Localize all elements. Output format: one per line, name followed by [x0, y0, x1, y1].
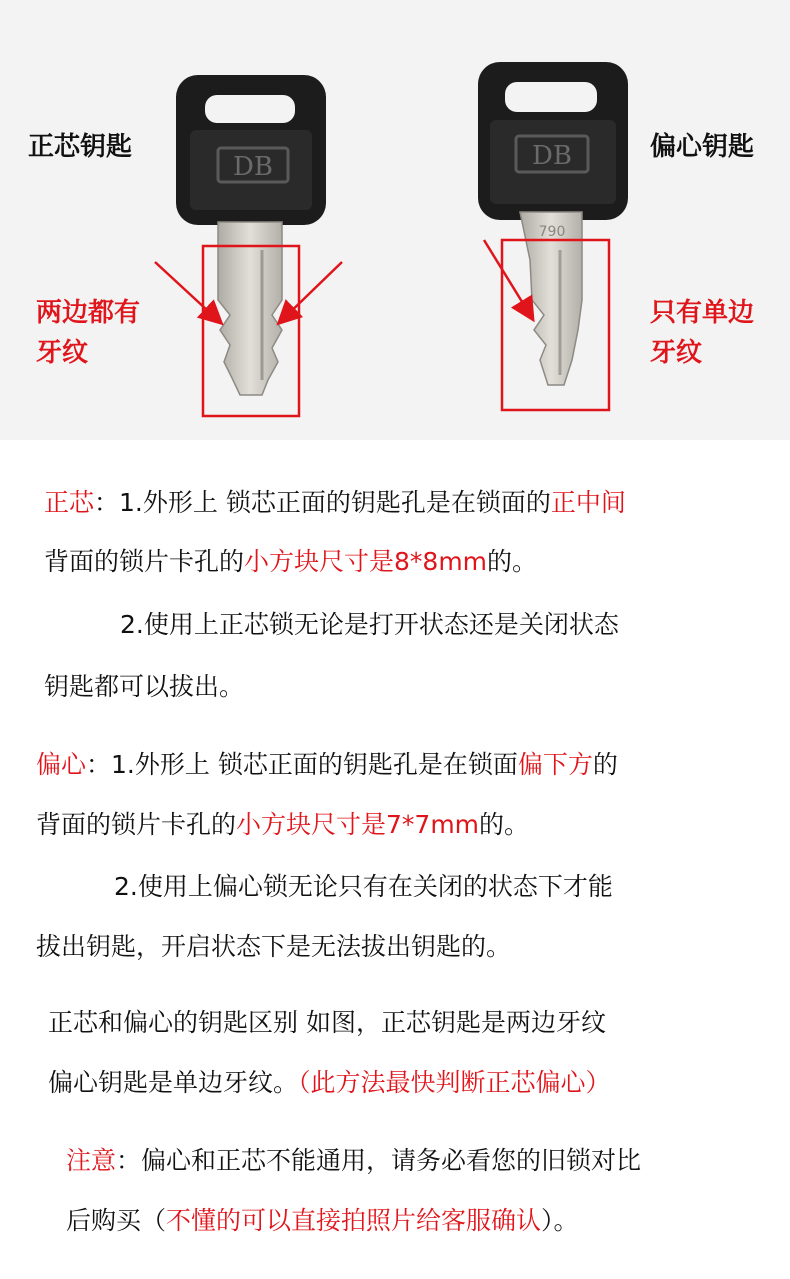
notice-line1: 注意：偏心和正芯不能通用，请务必看您的旧锁对比	[66, 1146, 642, 1175]
summary-line1: 正芯和偏心的钥匙区别 如图，正芯钥匙是两边牙纹	[48, 1008, 606, 1037]
centered-label: 正芯	[44, 488, 95, 517]
centered-key-note-line1: 两边都有	[36, 298, 141, 328]
notice-label: 注意	[66, 1146, 117, 1175]
centered-key	[155, 75, 342, 416]
offset-key-note-line2: 牙纹	[650, 338, 703, 368]
svg-text:DB: DB	[532, 141, 572, 171]
offset-key-title: 偏心钥匙	[650, 132, 755, 162]
svg-text:DB: DB	[233, 152, 273, 182]
offset-desc-line3: 2.使用上偏心锁无论只有在关闭的状态下才能	[114, 872, 613, 901]
key-illustration	[0, 0, 790, 440]
centered-key-note-line2: 牙纹	[36, 338, 89, 368]
centered-desc-line1: 正芯：1.外形上 锁芯正面的钥匙孔是在锁面的正中间	[44, 488, 626, 517]
centered-desc-line4: 钥匙都可以拔出。	[44, 672, 245, 701]
svg-text:790: 790	[538, 224, 566, 240]
offset-desc-line2: 背面的锁片卡孔的小方块尺寸是7*7mm的。	[36, 810, 530, 839]
key-comparison-photo	[0, 0, 790, 440]
offset-desc-line4: 拔出钥匙，开启状态下是无法拔出钥匙的。	[36, 932, 512, 961]
centered-desc-line3: 2.使用上正芯锁无论是打开状态还是关闭状态	[120, 610, 619, 639]
offset-key	[478, 62, 628, 410]
centered-key-title: 正芯钥匙	[28, 132, 133, 162]
offset-key-note-line1: 只有单边	[650, 298, 755, 328]
notice-line2: 后购买（不懂的可以直接拍照片给客服确认）。	[66, 1206, 579, 1235]
centered-desc-line2: 背面的锁片卡孔的小方块尺寸是8*8mm的。	[44, 547, 538, 576]
offset-desc-line1: 偏心：1.外形上 锁芯正面的钥匙孔是在锁面偏下方的	[36, 750, 618, 779]
summary-line2: 偏心钥匙是单边牙纹。（此方法最快判断正芯偏心）	[48, 1068, 611, 1097]
offset-label: 偏心	[36, 750, 87, 779]
